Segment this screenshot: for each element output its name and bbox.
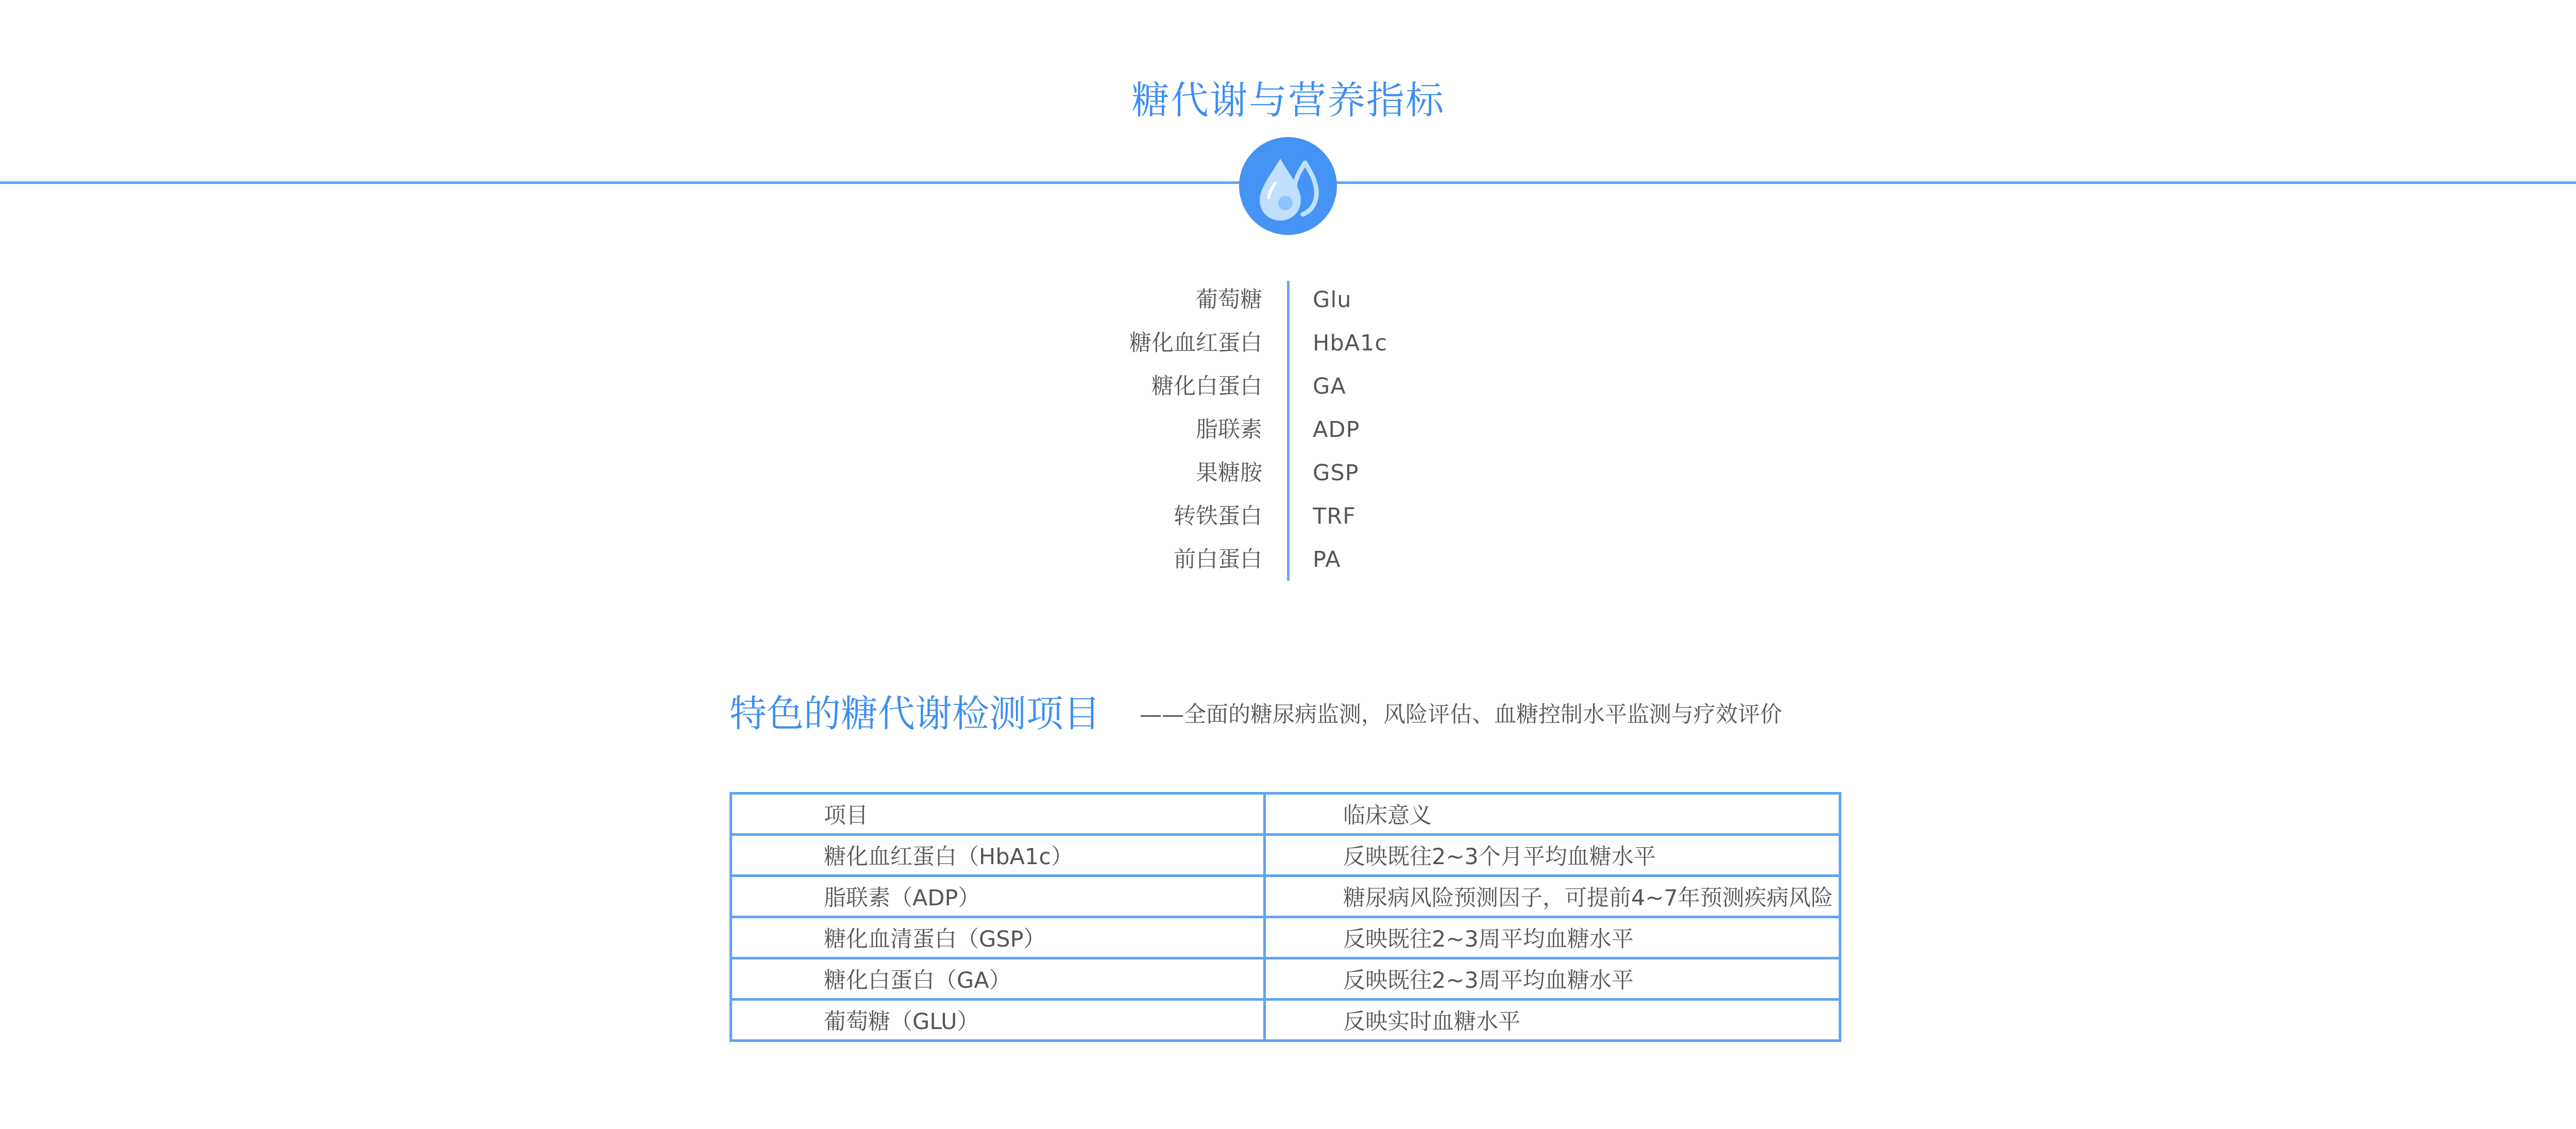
feature-heading: 特色的糖代谢检测项目 (730, 692, 1101, 735)
table-row (731, 917, 1840, 958)
table-cell-meaning: 反映既往2~3周平均血糖水平 (1265, 917, 1840, 958)
table-cell-meaning: 反映既往2~3周平均血糖水平 (1265, 958, 1840, 1000)
indicator-name: 葡萄糖 (1196, 287, 1262, 313)
feature-subtitle: ——全面的糖尿病监测，风险评估、血糖控制水平监测与疗效评价 (1140, 702, 1782, 728)
table-cell-item: 糖化白蛋白（GA） (731, 958, 1265, 1000)
table-cell-meaning: 反映既往2~3个月平均血糖水平 (1265, 835, 1840, 876)
table-cell-item: 糖化血红蛋白（HbA1c） (731, 835, 1265, 876)
indicator-abbr: PA (1313, 547, 1341, 572)
indicator-abbr: HbA1c (1313, 330, 1388, 356)
table-cell-meaning: 反映实时血糖水平 (1265, 1000, 1840, 1041)
section-title: 糖代谢与营养指标 (1131, 78, 1445, 123)
indicator-name: 糖化白蛋白 (1151, 374, 1262, 399)
table-header-cell: 项目 (731, 794, 1265, 835)
water-drops-icon (1239, 137, 1337, 235)
indicator-name: 糖化血红蛋白 (1129, 330, 1262, 356)
items-table (730, 792, 1841, 1042)
indicator-name: 果糖胺 (1196, 460, 1262, 486)
indicator-name: 前白蛋白 (1174, 547, 1262, 572)
indicator-abbr: Glu (1313, 287, 1352, 313)
table-row (731, 958, 1840, 1000)
table-cell-item: 糖化血清蛋白（GSP） (731, 917, 1265, 958)
table-row (731, 876, 1840, 917)
indicator-abbr: GSP (1313, 460, 1359, 486)
table-header-row (731, 794, 1840, 835)
table-header-cell: 临床意义 (1265, 794, 1840, 835)
indicator-name: 脂联素 (1196, 417, 1262, 443)
table-cell-item: 脂联素（ADP） (731, 876, 1265, 917)
table-row (731, 1000, 1840, 1041)
indicator-abbr: ADP (1313, 417, 1360, 443)
table-cell-meaning: 糖尿病风险预测因子，可提前4~7年预测疾病风险 (1265, 876, 1840, 917)
table-row (731, 835, 1840, 876)
indicator-name: 转铁蛋白 (1174, 503, 1262, 529)
table-cell-item: 葡萄糖（GLU） (731, 1000, 1265, 1041)
indicator-divider (1287, 281, 1290, 581)
indicator-abbr: TRF (1313, 503, 1356, 529)
indicator-abbr: GA (1313, 374, 1346, 399)
